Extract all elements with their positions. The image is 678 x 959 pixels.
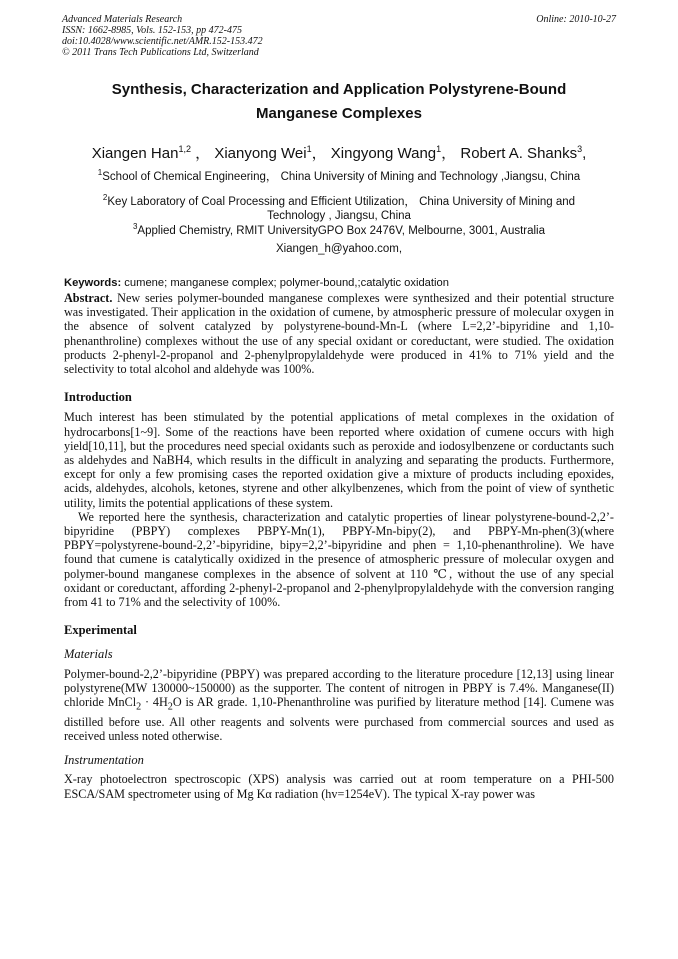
keywords: [64, 275, 614, 291]
subsection-heading-materials: Materials: [64, 647, 113, 662]
author-name: Robert A. Shanks: [460, 145, 578, 162]
journal-header: [62, 14, 616, 58]
journal-copyright: © 2011 Trans Tech Publications Ltd, Switzerland: [62, 47, 259, 58]
online-date: Online: 2010-10-27: [536, 14, 616, 25]
subsection-heading-instrumentation: Instrumentation: [64, 753, 144, 768]
affiliation-text: School of Chemical Engineering， China University of Mining and Technology ,Jiangsu, China: [102, 170, 581, 183]
materials-text: · 4H: [141, 695, 168, 710]
paper-title: [62, 78, 616, 126]
subscript: 2: [167, 701, 173, 713]
journal-name: Advanced Materials Research: [62, 14, 183, 25]
title-line-1: Synthesis, Characterization and Application Polystyrene-Bound: [111, 81, 567, 98]
introduction-paragraph-2: We reported here the synthesis, characterization and catalytic properties of linear polystyrene-bound-2,2’-bipyridine (PBPY) complexes PBPY-Mn(1), PBPY-Mn-bipy(2), and PBPY-Mn-phen(3)(where PBPY=polystyrene-bound-2,2’-bipyridine, bipy=2,2’-bipyridine and phen = 1,10-phenanthroline). We have found that cumene is catalytically oxidized in the presence of atmospheric pressure of molecular oxygen and polymer-bound manganese complexes in the absence of solvent at 110 ℃, without the use of any special oxidant or coreductant, affording 2-phenyl-2-propanol and 2-phenylpropylaldehyde with the conversion ranging from 41 to 71% and the selectivity of 100%.: [64, 509, 614, 610]
section-heading-introduction: Introduction: [64, 390, 132, 405]
abstract: [64, 291, 614, 376]
keywords-text: cumene; manganese complex; polymer-bound,;catalytic oxidation: [121, 277, 449, 289]
instrumentation-paragraph: X-ray photoelectron spectroscopic (XPS) analysis was carried out at room temperature on a PHI-500 ESCA/SAM spectrometer using of Mg Kα radiation (hv=1254eV). The typical X-ray power was: [64, 772, 614, 801]
author-separator: ，: [311, 145, 327, 162]
author-name: Xianyong Wei: [214, 145, 307, 162]
author-affiliation-mark: 3: [577, 144, 583, 154]
author-list: [62, 139, 616, 164]
journal-issn: ISSN: 1662-8985, Vols. 152-153, pp 472-475: [62, 25, 242, 36]
author-separator: ,: [582, 145, 587, 162]
author-name: Xiangen Han: [91, 145, 179, 162]
affiliation-text: Technology , Jiangsu, China: [267, 209, 411, 222]
author-separator: ，: [441, 145, 457, 162]
affiliation-mark: 1: [97, 168, 103, 177]
author-separator: ，: [190, 145, 211, 162]
introduction-paragraph-1: Much interest has been stimulated by the potential applications of metal complexes in the oxidation of hydrocarbons[1~9]. Some of the reactions have been reported where oxidation of cumene occurs with high yield[10,11], but the procedures need special oxidants such as peroxide and iodosylbenzene or corductants such as aldehydes and NaBH4, which results in the difficult in analyzing and separating the products. Furthermore, except for only a few promising cases the reported oxidation give a mixture of products including epoxides, acids, aldehydes, alcohols, ketones, styrene and other alkylbenzenes, which from the point of view of synthetic utility, limits the potential applications of these system.: [64, 410, 614, 510]
author-affiliation-mark: 1: [306, 144, 312, 154]
subscript: 2: [136, 701, 142, 713]
affiliation-text: Applied Chemistry, RMIT UniversityGPO Box 2476V, Melbourne, 3001, Australia: [137, 224, 546, 237]
keywords-label: Keywords:: [64, 277, 122, 289]
affiliation-text: Key Laboratory of Coal Processing and Efficient Utilization， China University of Mining and: [107, 195, 576, 208]
affiliation-mark: 3: [132, 222, 138, 231]
affiliation-3: [62, 220, 616, 238]
journal-doi: doi:10.4028/www.scientific.net/AMR.152-153.472: [62, 36, 263, 47]
affiliation-1: [62, 166, 616, 184]
abstract-text: New series polymer-bounded manganese complexes were synthesized and their potential structure was investigated. Their application in the oxidation of cumene, by atmospheric pressure of molecular oxygen in the absence of solvent catalyzed by polystyrene-bound-Mn-L (where L=2,2’-bipyridine and 1,10-phenanthroline) complexes without the use of any special oxidant or coreductant, were studied. The oxidation products 2-phenyl-2-propanol and 2-phenylpropylaldehyde were produced in 41% to 71% yield and the selectivity to total alcohol and aldehyde was 100%.: [64, 291, 614, 377]
materials-text: O is AR grade. 1,10-Phenanthroline was purified by literature method [14]. Cumene was distilled before use. All other reagents and solvents were purchased from commercial sources and used as received unless noted otherwise.: [64, 695, 614, 743]
author-affiliation-mark: 1,2: [178, 144, 191, 154]
author-email[interactable]: Xiangen_h@yahoo.com,: [275, 243, 403, 255]
author-name: Xingyong Wang: [330, 145, 437, 162]
title-line-2: Manganese Complexes: [256, 105, 422, 122]
abstract-label: Abstract.: [64, 291, 113, 305]
materials-text: Polymer-bound-2,2’-bipyridine (PBPY) was prepared according to the literature procedure [12,13] using linear polystyrene(MW 130000~150000) as the supporter. The content of nitrogen in PBPY is 7.4%. Manganese(II) chloride MnCl: [64, 666, 614, 710]
affiliation-2: [62, 191, 616, 223]
section-heading-experimental: Experimental: [64, 623, 137, 638]
materials-paragraph: [64, 667, 614, 743]
author-affiliation-mark: 1: [436, 144, 442, 154]
affiliation-mark: 2: [102, 193, 108, 202]
paper-body: [64, 275, 614, 801]
